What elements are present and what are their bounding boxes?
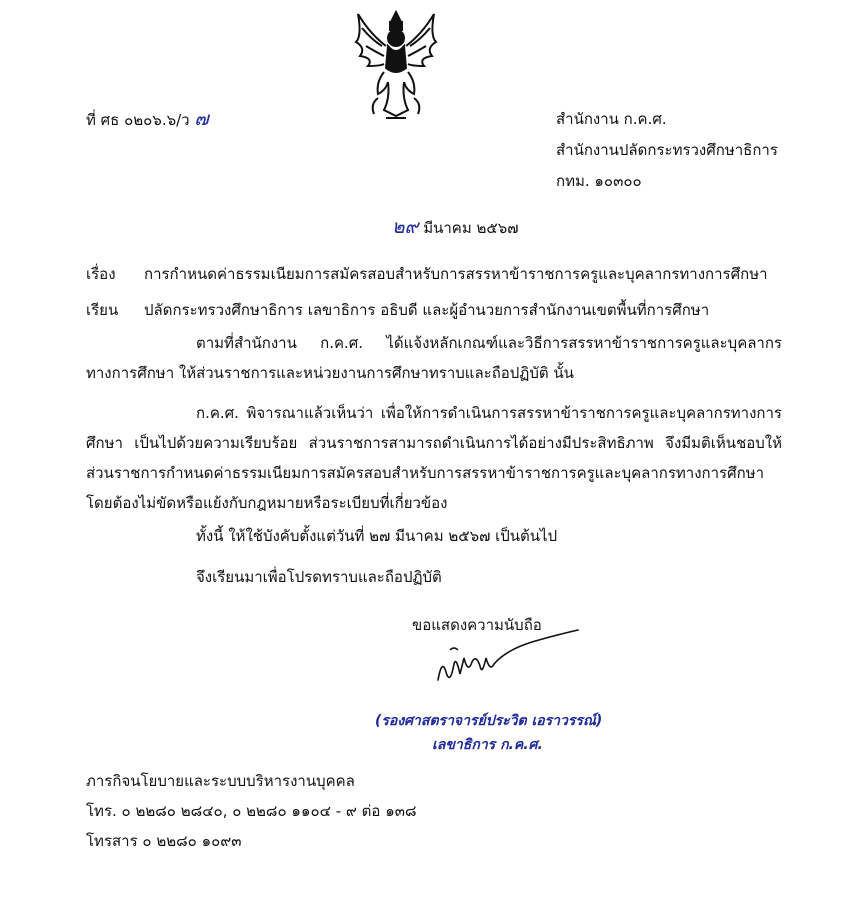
addressee-text: ปลัดกระทรวงศึกษาธิการ เลขาธิการ อธิบดี และผู้อำนวยการสำนักงานเขตพื้นที่การศึกษา: [144, 301, 710, 319]
garuda-emblem-icon: [348, 6, 444, 122]
closing-salutation: ขอแสดงความนับถือ: [412, 616, 542, 634]
handwritten-signature: [432, 628, 582, 690]
reference-label: ที่ ศธ ๐๒๐๖.๖/ว: [86, 111, 190, 129]
body-paragraph-4: จึงเรียนมาเพื่อโปรดทราบและถือปฏิบัติ: [196, 568, 442, 586]
subject-label: เรื่อง: [86, 265, 116, 283]
date-month-year: มีนาคม ๒๕๖๗: [423, 219, 519, 237]
footer-department: ภารกิจนโยบายและระบบบริหารงานบุคคล: [86, 772, 355, 790]
reference-handwritten-number: ๗: [194, 108, 209, 130]
date-day-handwritten: ๒๙: [392, 216, 419, 238]
office-line: สำนักงานปลัดกระทรวงศึกษาธิการ: [556, 141, 778, 159]
letter-date: [392, 212, 519, 242]
subject-line: [86, 262, 768, 286]
subject-text: การกำหนดค่าธรรมเนียมการสมัครสอบสำหรับการสรรหาข้าราชการครูและบุคลากรทางการศึกษา: [144, 265, 768, 283]
addressee-line: [86, 298, 709, 322]
footer-phone: โทร. ๐ ๒๒๘๐ ๒๘๔๐, ๐ ๒๒๘๐ ๑๑๐๔ - ๙ ต่อ ๑๓๘: [86, 802, 417, 820]
footer-fax: โทรสาร ๐ ๒๒๘๐ ๑๐๙๓: [86, 832, 242, 850]
addressee-label: เรียน: [86, 301, 119, 319]
body-paragraph-3: ทั้งนี้ ให้ใช้บังคับตั้งแต่วันที่ ๒๗ มีนาคม ๒๕๖๗ เป็นต้นไป: [196, 527, 558, 545]
body-paragraph-1: ตามที่สำนักงาน ก.ค.ศ. ได้แจ้งหลักเกณฑ์และวิธีการสรรหาข้าราชการครูและบุคลากรทางการศึกษา ให้ส่วนราชการและหน่วยงานการศึกษาทราบและถือปฏิบัติ นั้น: [86, 334, 782, 382]
office-line: สำนักงาน ก.ค.ศ.: [556, 110, 667, 128]
office-address: [556, 104, 778, 197]
office-line: กทม. ๑๐๓๐๐: [556, 172, 642, 190]
signer-name: (รองศาสตราจารย์ประวิต เอราวรรณ์): [375, 713, 603, 729]
signer-title: เลขาธิการ ก.ค.ศ.: [432, 737, 543, 753]
body-paragraph-2: ก.ค.ศ. พิจารณาแล้วเห็นว่า เพื่อให้การดำเนินการสรรหาข้าราชการครูและบุคลากรทางการศึกษา เป็นไปด้วยความเรียบร้อย ส่วนราชการสามารถดำเนินการได้อย่างมีประสิทธิภาพ จึงมีมติเห็นชอบให้ส่วนราชการกำหนดค่าธรรมเนียมการสมัครสอบสำหรับการสรรหาข้าราชการครูและบุคลากรทางการศึกษา โดยต้องไม่ขัดหรือแย้งกับกฎหมายหรือระเบียบที่เกี่ยวข้อง: [86, 404, 782, 512]
reference-number: [86, 104, 209, 134]
